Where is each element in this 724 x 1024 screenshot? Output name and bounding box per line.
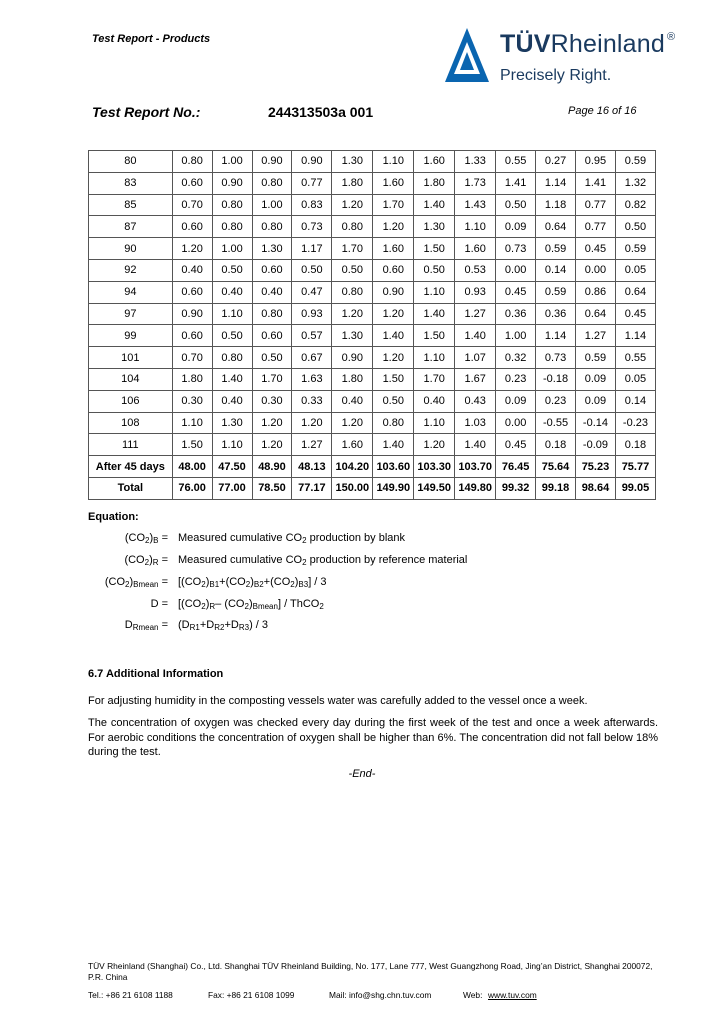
table-row [89, 434, 656, 456]
table-cell: 1.10 [414, 412, 455, 434]
table-cell: 1.30 [252, 238, 292, 260]
table-cell: 98.64 [576, 477, 616, 499]
paragraph-humidity: For adjusting humidity in the composting vessels water was carefully added to the vessel once a week. [88, 695, 588, 707]
tuv-triangle-logo-icon [442, 24, 492, 86]
table-cell: 0.73 [536, 347, 576, 369]
table-cell: 0.57 [292, 325, 332, 347]
table-cell: 1.41 [496, 172, 536, 194]
table-row [89, 347, 656, 369]
table-cell: 1.20 [252, 412, 292, 434]
company-logo [442, 24, 682, 94]
table-cell: 1.20 [414, 434, 455, 456]
table-cell: 0.73 [496, 238, 536, 260]
table-cell: -0.09 [576, 434, 616, 456]
table-cell: 0.59 [615, 238, 655, 260]
table-cell: 0.70 [172, 194, 212, 216]
table-cell: 1.07 [455, 347, 496, 369]
table-cell: 1.20 [373, 216, 414, 238]
table-cell: 0.59 [536, 281, 576, 303]
row-label-cell: 92 [89, 259, 173, 281]
table-row [89, 325, 656, 347]
table-cell: 0.00 [576, 259, 616, 281]
row-label-cell: 104 [89, 368, 173, 390]
row-label-cell: 90 [89, 238, 173, 260]
table-cell: 0.67 [292, 347, 332, 369]
table-cell: 0.90 [292, 151, 332, 173]
table-cell: 1.40 [455, 434, 496, 456]
table-cell: 47.50 [212, 456, 252, 478]
table-cell: 1.60 [373, 238, 414, 260]
row-label-cell: Total [89, 477, 173, 499]
table-cell: 1.20 [373, 347, 414, 369]
table-cell: -0.14 [576, 412, 616, 434]
table-cell: 0.40 [414, 390, 455, 412]
table-cell: 149.90 [373, 477, 414, 499]
table-cell: 1.00 [252, 194, 292, 216]
page-number: Page 16 of 16 [568, 105, 637, 117]
table-cell: 1.30 [414, 216, 455, 238]
table-cell: 75.64 [536, 456, 576, 478]
table-cell: 76.45 [496, 456, 536, 478]
table-cell: 0.50 [373, 390, 414, 412]
table-row [89, 368, 656, 390]
table-cell: 0.80 [212, 216, 252, 238]
table-row [89, 172, 656, 194]
equation-lhs: $(CO_2)_R$ = [124, 554, 168, 567]
table-cell: 103.30 [414, 456, 455, 478]
table-cell: 1.43 [455, 194, 496, 216]
table-cell: 0.00 [496, 259, 536, 281]
table-cell: 1.20 [373, 303, 414, 325]
equation-line [88, 619, 588, 635]
table-cell: 0.59 [615, 151, 655, 173]
equation-line [88, 576, 588, 592]
table-cell: 0.80 [252, 172, 292, 194]
table-cell: 1.60 [455, 238, 496, 260]
table-cell: 1.00 [212, 151, 252, 173]
table-cell: 0.43 [455, 390, 496, 412]
table-cell: 0.50 [332, 259, 373, 281]
table-cell: 0.80 [332, 216, 373, 238]
table-row [89, 194, 656, 216]
brand-tagline: Precisely Right. [500, 67, 612, 84]
table-cell: 75.23 [576, 456, 616, 478]
table-cell: 0.64 [576, 303, 616, 325]
table-cell: 0.18 [615, 434, 655, 456]
doc-type-title: Test Report - Products [92, 33, 211, 45]
table-cell: 1.20 [332, 412, 373, 434]
table-cell: 0.80 [212, 194, 252, 216]
equation-lhs: $D_{Rmean}$ = [124, 619, 168, 632]
table-cell: 0.80 [252, 216, 292, 238]
table-cell: 0.80 [172, 151, 212, 173]
table-cell: 48.90 [252, 456, 292, 478]
table-cell: 1.10 [373, 151, 414, 173]
table-cell: 0.40 [212, 281, 252, 303]
row-label-cell: After 45 days [89, 456, 173, 478]
table-cell: 1.40 [373, 434, 414, 456]
table-cell: 0.09 [576, 390, 616, 412]
table-cell: 1.10 [455, 216, 496, 238]
table-cell: 1.10 [212, 303, 252, 325]
table-cell: -0.55 [536, 412, 576, 434]
table-cell: 77.17 [292, 477, 332, 499]
table-cell: 48.13 [292, 456, 332, 478]
table-cell: 0.77 [576, 194, 616, 216]
table-cell: 0.40 [172, 259, 212, 281]
table-cell: 0.50 [414, 259, 455, 281]
table-cell: 0.95 [576, 151, 616, 173]
table-cell: 0.45 [615, 303, 655, 325]
table-cell: 0.05 [615, 368, 655, 390]
table-cell: 0.93 [455, 281, 496, 303]
table-cell: 0.27 [536, 151, 576, 173]
table-cell: 0.59 [576, 347, 616, 369]
table-cell: 0.60 [252, 259, 292, 281]
table-cell: 1.18 [536, 194, 576, 216]
row-label-cell: 94 [89, 281, 173, 303]
table-cell: 1.70 [332, 238, 373, 260]
table-cell: 0.32 [496, 347, 536, 369]
table-cell: 1.80 [332, 368, 373, 390]
table-cell: 1.80 [414, 172, 455, 194]
table-row [89, 412, 656, 434]
row-label-cell: 80 [89, 151, 173, 173]
table-cell: 0.50 [292, 259, 332, 281]
table-cell: 1.30 [332, 151, 373, 173]
table-cell: 0.73 [292, 216, 332, 238]
end-marker: -End- [348, 768, 376, 780]
table-cell: 1.73 [455, 172, 496, 194]
table-cell: 99.32 [496, 477, 536, 499]
paragraph-oxygen: The concentration of oxygen was checked every day during the first week of the test and once a week afterwards. For aerobic conditions the concentration of oxygen shall be higher than 6%. The concentration did not fall below 18% during the test. [88, 717, 658, 758]
table-cell: 0.90 [332, 347, 373, 369]
row-label-cell: 106 [89, 390, 173, 412]
table-cell: 0.59 [536, 238, 576, 260]
table-cell: 1.40 [455, 325, 496, 347]
table-cell: 1.27 [455, 303, 496, 325]
table-row [89, 151, 656, 173]
table-cell: 0.18 [536, 434, 576, 456]
table-cell: 1.70 [252, 368, 292, 390]
table-cell: 1.70 [373, 194, 414, 216]
table-cell: 1.67 [455, 368, 496, 390]
table-cell: 99.05 [615, 477, 655, 499]
footer-tel: Tel.: +86 21 6108 1188 [88, 990, 173, 1000]
table-cell: 150.00 [332, 477, 373, 499]
equation-lhs: $(CO_2)_B$ = [124, 532, 168, 545]
row-label-cell: 111 [89, 434, 173, 456]
table-cell: 77.00 [212, 477, 252, 499]
row-label-cell: 97 [89, 303, 173, 325]
report-number: 244313503a 001 [268, 104, 374, 120]
row-label-cell: 85 [89, 194, 173, 216]
table-cell: 0.77 [292, 172, 332, 194]
table-cell: 0.60 [172, 172, 212, 194]
table-cell: 0.14 [536, 259, 576, 281]
table-cell: 0.90 [212, 172, 252, 194]
table-cell: 76.00 [172, 477, 212, 499]
table-cell: 0.47 [292, 281, 332, 303]
table-cell: 0.40 [252, 281, 292, 303]
table-cell: 1.33 [455, 151, 496, 173]
table-cell: 0.09 [496, 216, 536, 238]
footer-mail: Mail: info@shg.chn.tuv.com [329, 990, 432, 1000]
equation-line [88, 598, 588, 614]
equation-line [88, 532, 588, 548]
table-cell: 0.82 [615, 194, 655, 216]
table-cell: 0.23 [496, 368, 536, 390]
table-cell: 0.90 [172, 303, 212, 325]
table-cell: 1.27 [292, 434, 332, 456]
table-cell: 0.50 [496, 194, 536, 216]
table-cell: 0.80 [252, 303, 292, 325]
table-row [89, 390, 656, 412]
table-cell: 1.63 [292, 368, 332, 390]
equation-rhs: Measured cumulative $CO_2$ production by blank [178, 532, 406, 545]
table-row [89, 216, 656, 238]
table-cell: 0.55 [615, 347, 655, 369]
table-row [89, 259, 656, 281]
row-label-cell: 99 [89, 325, 173, 347]
table-cell: 0.45 [496, 434, 536, 456]
table-cell: 1.60 [414, 151, 455, 173]
table-cell: 0.33 [292, 390, 332, 412]
table-cell: 0.45 [576, 238, 616, 260]
table-cell: 0.53 [455, 259, 496, 281]
equation-line [88, 554, 588, 570]
equation-rhs: Measured cumulative $CO_2$ production by reference material [178, 554, 468, 567]
table-cell: 0.86 [576, 281, 616, 303]
table-cell: 0.50 [212, 325, 252, 347]
table-cell: 1.40 [373, 325, 414, 347]
table-cell: 1.10 [172, 412, 212, 434]
table-cell: -0.18 [536, 368, 576, 390]
footer-fax: Fax: +86 21 6108 1099 [208, 990, 295, 1000]
table-cell: 0.80 [332, 281, 373, 303]
table-cell: 0.64 [536, 216, 576, 238]
table-cell: 1.50 [172, 434, 212, 456]
table-cell: 0.93 [292, 303, 332, 325]
table-cell: 1.32 [615, 172, 655, 194]
table-cell: 78.50 [252, 477, 292, 499]
table-cell: 0.09 [576, 368, 616, 390]
table-cell: 1.40 [212, 368, 252, 390]
table-cell: 1.14 [536, 325, 576, 347]
table-cell: 1.20 [332, 303, 373, 325]
footer-web-link[interactable]: www.tuv.com [488, 990, 537, 1000]
table-cell: 1.00 [496, 325, 536, 347]
table-cell: 103.70 [455, 456, 496, 478]
section-heading: 6.7 Additional Information [88, 668, 224, 680]
report-number-label: Test Report No.: [92, 104, 201, 120]
table-cell: 1.50 [414, 238, 455, 260]
table-cell: 1.00 [212, 238, 252, 260]
row-label-cell: 83 [89, 172, 173, 194]
equation-lhs: $(CO_2)_{Bmean}$ = [104, 576, 168, 589]
table-cell: 0.23 [536, 390, 576, 412]
table-cell: 1.50 [414, 325, 455, 347]
table-cell: 1.17 [292, 238, 332, 260]
equation-lhs: D = [150, 598, 168, 610]
table-cell: 149.50 [414, 477, 455, 499]
table-cell: 99.18 [536, 477, 576, 499]
table-cell: 1.80 [332, 172, 373, 194]
footer-web-label: Web: [463, 990, 483, 1000]
table-cell: 1.27 [576, 325, 616, 347]
table-cell: 1.30 [212, 412, 252, 434]
table-cell: 0.50 [212, 259, 252, 281]
row-label-cell: 101 [89, 347, 173, 369]
table-cell: 0.64 [615, 281, 655, 303]
table-cell: 1.10 [414, 347, 455, 369]
table-cell: 0.00 [496, 412, 536, 434]
table-cell: 103.60 [373, 456, 414, 478]
table-cell: 1.14 [536, 172, 576, 194]
table-cell: 1.60 [373, 172, 414, 194]
table-cell: 0.55 [496, 151, 536, 173]
equation-heading: Equation: [88, 511, 139, 523]
table-cell: 1.03 [455, 412, 496, 434]
table-cell: 0.60 [252, 325, 292, 347]
table-cell: 75.77 [615, 456, 655, 478]
equation-rhs: $[(CO_2)_{B1}+(CO_2)_{B2}+(CO_2)_{B3}] / 3$ [178, 576, 327, 589]
table-cell: 0.83 [292, 194, 332, 216]
table-cell: 0.60 [172, 281, 212, 303]
table-cell: 0.90 [373, 281, 414, 303]
table-cell: 0.90 [252, 151, 292, 173]
table-cell: 1.20 [252, 434, 292, 456]
table-cell: 1.40 [414, 303, 455, 325]
table-cell: 1.80 [172, 368, 212, 390]
table-cell: 0.14 [615, 390, 655, 412]
table-cell: 0.30 [172, 390, 212, 412]
table-cell: 48.00 [172, 456, 212, 478]
table-cell: 1.20 [292, 412, 332, 434]
row-label-cell: 87 [89, 216, 173, 238]
table-row [89, 238, 656, 260]
table-cell: 1.40 [414, 194, 455, 216]
table-row [89, 303, 656, 325]
table-cell: 0.60 [172, 325, 212, 347]
measurement-table [88, 150, 656, 500]
table-cell: 1.14 [615, 325, 655, 347]
table-cell: 0.50 [252, 347, 292, 369]
table-cell: 0.36 [496, 303, 536, 325]
table-cell: 0.05 [615, 259, 655, 281]
table-cell: 0.60 [172, 216, 212, 238]
table-cell: 0.70 [172, 347, 212, 369]
table-cell: 0.36 [536, 303, 576, 325]
table-cell: 104.20 [332, 456, 373, 478]
table-cell: 1.10 [414, 281, 455, 303]
table-cell: 0.60 [373, 259, 414, 281]
table-row [89, 281, 656, 303]
table-cell: 1.70 [414, 368, 455, 390]
table-cell: 1.20 [172, 238, 212, 260]
brand-name: TÜVRheinland ® [500, 30, 676, 58]
footer-address: TÜV Rheinland (Shanghai) Co., Ltd. Shanghai TÜV Rheinland Building, No. 177, Lane 777, West Guangzhong Road, Jing’an District, Shanghai 200072, P.R. China [88, 961, 653, 982]
row-label-cell: 108 [89, 412, 173, 434]
table-row [89, 477, 656, 499]
table-cell: 1.20 [332, 194, 373, 216]
table-cell: 0.30 [252, 390, 292, 412]
table-cell: -0.23 [615, 412, 655, 434]
table-cell: 1.50 [373, 368, 414, 390]
table-cell: 0.45 [496, 281, 536, 303]
table-cell: 0.80 [373, 412, 414, 434]
table-row [89, 456, 656, 478]
table-cell: 149.80 [455, 477, 496, 499]
table-cell: 0.40 [212, 390, 252, 412]
table-cell: 0.77 [576, 216, 616, 238]
equation-rhs: [$(CO_2)_R-$ $(CO_2)_{Bmean}$] / ThCO$_2$ [178, 598, 324, 611]
table-cell: 0.09 [496, 390, 536, 412]
table-cell: 0.80 [212, 347, 252, 369]
table-cell: 0.40 [332, 390, 373, 412]
equation-rhs: $(D_{R1}+D_{R2}+D_{R3}) / 3$ [178, 619, 269, 632]
table-cell: 1.60 [332, 434, 373, 456]
table-cell: 1.10 [212, 434, 252, 456]
table-cell: 1.41 [576, 172, 616, 194]
table-cell: 1.30 [332, 325, 373, 347]
table-cell: 0.50 [615, 216, 655, 238]
